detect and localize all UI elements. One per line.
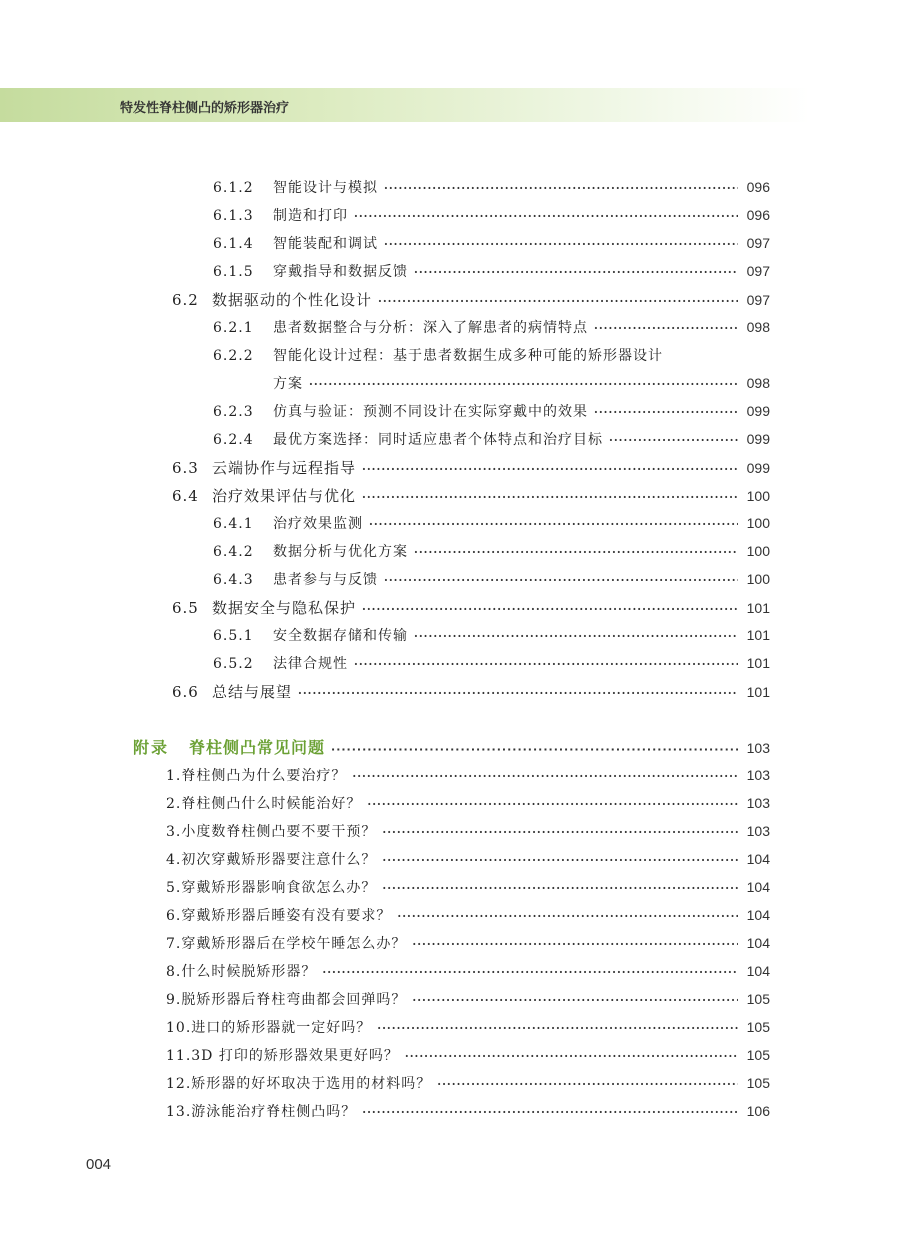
toc-leader-dots	[367, 798, 738, 811]
toc-entry-number: 6.2.2	[213, 348, 254, 364]
toc-entry-title: 数据安全与隐私保护	[212, 599, 357, 617]
toc-entry-title: 脊柱侧凸常见问题	[189, 738, 326, 757]
toc-entry-title: 智能装配和调试	[273, 236, 378, 252]
toc-entry-number: 6.	[166, 908, 182, 924]
toc-entry-number: 13.	[166, 1104, 192, 1120]
toc-entry-page: 101	[746, 600, 770, 616]
toc-leader-dots	[362, 603, 738, 616]
toc-entry-title: 数据分析与优化方案	[273, 544, 408, 560]
toc-leader-dots	[384, 182, 738, 195]
toc-entry-number: 6.5.1	[213, 628, 254, 644]
toc-leader-dots	[354, 210, 738, 223]
toc-entry-number: 6.2.4	[213, 432, 254, 448]
toc-entry[interactable]	[213, 625, 770, 645]
toc-entry-page: 099	[746, 403, 770, 419]
toc-entry-number: 附录	[133, 738, 170, 757]
toc-leader-dots	[322, 966, 738, 979]
toc-entry-title: 最优方案选择：同时适应患者个体特点和治疗目标	[273, 432, 603, 448]
toc-entry-title: 治疗效果评估与优化	[212, 487, 357, 505]
toc-entry-number: 3.	[166, 824, 182, 840]
toc-leader-dots	[405, 1050, 738, 1063]
toc-leader-dots	[594, 406, 738, 419]
toc-entry-page: 100	[746, 543, 770, 559]
toc-entry-title: 穿戴矫形器后在学校午睡怎么办？	[181, 936, 407, 952]
toc-entry-number: 5.	[166, 880, 182, 896]
toc-entry[interactable]	[166, 989, 770, 1009]
toc-entry-page: 105	[746, 991, 770, 1007]
toc-leader-dots	[382, 854, 738, 867]
toc-entry[interactable]	[166, 1045, 770, 1065]
toc-entry-title: 脊柱侧凸为什么要治疗？	[181, 768, 347, 784]
toc-entry-title: 小度数脊柱侧凸要不要干预？	[181, 824, 377, 840]
toc-entry-number: 6.2	[172, 291, 199, 309]
toc-entry[interactable]	[213, 513, 770, 533]
toc-entry-page: 105	[746, 1019, 770, 1035]
toc-entry[interactable]	[166, 905, 770, 925]
toc-entry[interactable]	[166, 1101, 770, 1121]
toc-entry-title: 游泳能治疗脊柱侧凸吗？	[191, 1104, 357, 1120]
toc-entry-number: 2.	[166, 796, 182, 812]
toc-entry-page: 103	[746, 795, 770, 811]
toc-entry-page: 103	[746, 740, 770, 756]
toc-entry-title: 进口的矫形器就一定好吗？	[191, 1020, 372, 1036]
toc-entry-title: 总结与展望	[212, 683, 293, 701]
toc-entry-number: 4.	[166, 852, 182, 868]
toc-entry-title: 仿真与验证：预测不同设计在实际穿戴中的效果	[273, 404, 588, 420]
running-header-title: 特发性脊柱侧凸的矫形器治疗	[120, 101, 290, 116]
toc-entry-title: 脱矫形器后脊柱弯曲都会回弹吗？	[181, 992, 407, 1008]
toc-entry-title: 方案	[273, 376, 303, 392]
toc-entry-title: 穿戴矫形器影响食欲怎么办？	[181, 880, 377, 896]
toc-entry-title: 制造和打印	[273, 208, 348, 224]
toc-entry-page: 097	[746, 292, 770, 308]
toc-entry-page: 104	[746, 879, 770, 895]
toc-entry-page: 104	[746, 935, 770, 951]
toc-entry[interactable]	[213, 401, 770, 421]
toc-entry[interactable]	[166, 821, 770, 841]
toc-leader-dots	[384, 574, 738, 587]
toc-entry[interactable]	[166, 793, 770, 813]
toc-entry-title: 治疗效果监测	[273, 516, 363, 532]
toc-entry-number: 6.5.2	[213, 656, 254, 672]
toc-entry-page: 103	[746, 767, 770, 783]
toc-leader-dots	[437, 1078, 738, 1091]
toc-entry-number: 10.	[166, 1020, 192, 1036]
toc-entry[interactable]	[166, 961, 770, 981]
toc-entry[interactable]	[166, 877, 770, 897]
toc-entry[interactable]	[166, 933, 770, 953]
toc-entry-number: 7.	[166, 936, 182, 952]
toc-entry-page: 098	[746, 319, 770, 335]
toc-entry-number: 6.3	[172, 459, 199, 477]
toc-entry-number: 6.5	[172, 599, 199, 617]
toc-leader-dots	[354, 658, 738, 671]
toc-entry[interactable]	[213, 317, 770, 337]
toc-entry[interactable]	[213, 569, 770, 589]
toc-leader-dots	[414, 630, 738, 643]
toc-entry-number: 6.2.1	[213, 320, 254, 336]
toc-leader-dots	[378, 295, 738, 308]
toc-leader-dots	[362, 463, 738, 476]
toc-entry[interactable]	[172, 457, 770, 478]
page-number: 004	[86, 1156, 112, 1173]
toc-entry[interactable]	[213, 653, 770, 673]
toc-leader-dots	[412, 994, 738, 1007]
toc-entry-page: 098	[746, 375, 770, 391]
toc-entry[interactable]	[172, 681, 770, 702]
toc-entry-title: 数据驱动的个性化设计	[212, 291, 373, 309]
toc-entry-number: 6.4.1	[213, 516, 254, 532]
toc-leader-dots	[412, 938, 738, 951]
toc-leader-dots	[352, 770, 738, 783]
toc-entry-title: 什么时候脱矫形器？	[181, 964, 317, 980]
toc-entry-page: 104	[746, 907, 770, 923]
toc-entry-number: 6.4	[172, 487, 199, 505]
toc-leader-dots	[362, 491, 738, 504]
toc-entry-title: 穿戴指导和数据反馈	[273, 264, 408, 280]
toc-leader-dots	[369, 518, 738, 531]
toc-entry-title: 3D 打印的矫形器效果更好吗？	[191, 1048, 399, 1064]
toc-entry-page: 106	[746, 1103, 770, 1119]
toc-leader-dots	[384, 238, 738, 251]
toc-entry-page: 101	[746, 684, 770, 700]
toc-entry-number: 6.2.3	[213, 404, 254, 420]
toc-entry[interactable]	[213, 261, 770, 281]
toc-entry-page: 100	[746, 515, 770, 531]
toc-entry-page: 101	[746, 627, 770, 643]
toc-leader-dots	[382, 826, 738, 839]
toc-entry-page: 104	[746, 851, 770, 867]
toc-leader-dots	[397, 910, 738, 923]
toc-entry-page: 097	[746, 263, 770, 279]
toc-entry[interactable]	[166, 849, 770, 869]
toc-entry-page: 105	[746, 1075, 770, 1091]
toc-entry-page: 101	[746, 655, 770, 671]
toc-entry-page: 096	[746, 207, 770, 223]
toc-entry[interactable]	[213, 541, 770, 561]
toc-entry[interactable]	[273, 373, 770, 393]
toc-entry-number: 12.	[166, 1076, 192, 1092]
toc-entry[interactable]	[213, 205, 770, 225]
toc-entry[interactable]	[172, 485, 770, 506]
toc-entry-number: 8.	[166, 964, 182, 980]
toc-leader-dots	[331, 743, 738, 756]
toc-entry-number: 1.	[166, 768, 182, 784]
toc-entry[interactable]	[213, 233, 770, 253]
toc-leader-dots	[414, 546, 738, 559]
toc-leader-dots	[362, 1106, 738, 1119]
toc-entry-title: 法律合规性	[273, 656, 348, 672]
toc-entry-title: 脊柱侧凸什么时候能治好？	[181, 796, 362, 812]
toc-entry-number: 11.	[166, 1048, 192, 1064]
toc-entry-title: 患者数据整合与分析：深入了解患者的病情特点	[273, 320, 588, 336]
toc-leader-dots	[414, 266, 738, 279]
toc-leader-dots	[382, 882, 738, 895]
toc-leader-dots	[377, 1022, 738, 1035]
toc-entry[interactable]	[166, 1073, 770, 1093]
toc-entry-title: 穿戴矫形器后睡姿有没有要求？	[181, 908, 392, 924]
toc-entry-number: 6.6	[172, 683, 199, 701]
toc-entry-page: 104	[746, 963, 770, 979]
toc-entry[interactable]	[172, 289, 770, 310]
toc-entry-page: 096	[746, 179, 770, 195]
toc-entry-page: 100	[746, 488, 770, 504]
toc-leader-dots	[609, 434, 738, 447]
toc-entry-page: 099	[746, 460, 770, 476]
toc-entry-page: 103	[746, 823, 770, 839]
toc-entry-number: 6.1.5	[213, 264, 254, 280]
toc-entry[interactable]	[213, 345, 770, 365]
toc-entry-title: 智能设计与模拟	[273, 180, 378, 196]
toc-entry-title: 矫形器的好坏取决于选用的材料吗？	[191, 1076, 432, 1092]
toc-entry[interactable]	[133, 735, 770, 758]
toc-leader-dots	[309, 378, 738, 391]
toc-entry-title: 智能化设计过程：基于患者数据生成多种可能的矫形器设计	[273, 348, 663, 364]
toc-entry-page: 105	[746, 1047, 770, 1063]
toc-entry-number: 6.1.2	[213, 180, 254, 196]
toc-entry-title: 患者参与与反馈	[273, 572, 378, 588]
toc-entry-number: 6.4.2	[213, 544, 254, 560]
toc-entry-number: 6.1.4	[213, 236, 254, 252]
toc-entry-title: 云端协作与远程指导	[212, 459, 357, 477]
toc-entry-number: 9.	[166, 992, 182, 1008]
toc-entry-page: 100	[746, 571, 770, 587]
toc-entry[interactable]	[166, 1017, 770, 1037]
toc-entry[interactable]	[213, 177, 770, 197]
toc-entry[interactable]	[172, 597, 770, 618]
toc-leader-dots	[298, 687, 738, 700]
toc-entry-title: 初次穿戴矫形器要注意什么？	[181, 852, 377, 868]
toc-entry-title: 安全数据存储和传输	[273, 628, 408, 644]
toc-entry-number: 6.1.3	[213, 208, 254, 224]
toc-entry-page: 097	[746, 235, 770, 251]
toc-entry-number: 6.4.3	[213, 572, 254, 588]
toc-leader-dots	[594, 322, 738, 335]
toc-entry-page: 099	[746, 431, 770, 447]
toc-entry[interactable]	[166, 765, 770, 785]
toc-entry[interactable]	[213, 429, 770, 449]
